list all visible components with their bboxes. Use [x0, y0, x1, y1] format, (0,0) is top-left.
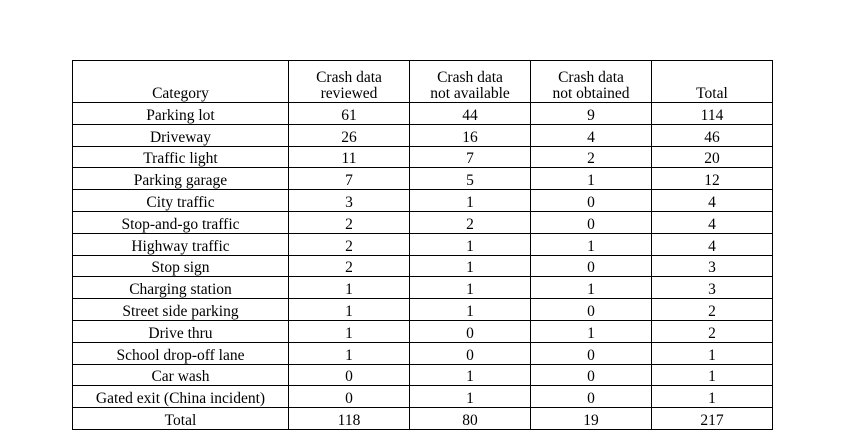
cell-total: 1: [652, 342, 773, 364]
cell-not-available: 0: [410, 320, 531, 342]
cell-total: 2: [652, 299, 773, 321]
total-label: Total: [73, 408, 289, 430]
cell-total: 4: [652, 190, 773, 212]
cell-reviewed: 2: [289, 233, 410, 255]
table-row: [73, 255, 773, 277]
cell-not-available: 1: [410, 386, 531, 408]
header-not-obtained-line2: not obtained: [552, 85, 630, 102]
total-row: [73, 408, 773, 430]
cell-category: Car wash: [73, 364, 289, 386]
header-not-available: [410, 61, 531, 103]
cell-category: Driveway: [73, 124, 289, 146]
cell-not-obtained: 0: [531, 342, 652, 364]
header-reviewed-line1: Crash data: [316, 69, 382, 86]
header-reviewed: [289, 61, 410, 103]
cell-total: 46: [652, 124, 773, 146]
table-row: [73, 277, 773, 299]
cell-not-available: 1: [410, 299, 531, 321]
cell-reviewed: 2: [289, 255, 410, 277]
cell-reviewed: 0: [289, 386, 410, 408]
cell-category: Traffic light: [73, 146, 289, 168]
cell-not-available: 2: [410, 211, 531, 233]
cell-total: 1: [652, 364, 773, 386]
total-not-available: 80: [410, 408, 531, 430]
header-not-available-line2: not available: [430, 85, 510, 102]
table-row: [73, 233, 773, 255]
grand-total: 217: [652, 408, 773, 430]
cell-category: School drop-off lane: [73, 342, 289, 364]
table-row: [73, 342, 773, 364]
cell-reviewed: 3: [289, 190, 410, 212]
cell-total: 114: [652, 103, 773, 125]
cell-category: Charging station: [73, 277, 289, 299]
table-row: [73, 168, 773, 190]
cell-not-obtained: 2: [531, 146, 652, 168]
cell-category: Stop-and-go traffic: [73, 211, 289, 233]
cell-reviewed: 1: [289, 277, 410, 299]
cell-total: 4: [652, 211, 773, 233]
cell-total: 3: [652, 277, 773, 299]
cell-reviewed: 26: [289, 124, 410, 146]
cell-not-available: 44: [410, 103, 531, 125]
cell-not-obtained: 9: [531, 103, 652, 125]
cell-not-available: 1: [410, 277, 531, 299]
header-not-obtained-line1: Crash data: [558, 69, 624, 86]
cell-not-available: 16: [410, 124, 531, 146]
header-not-available-line1: Crash data: [437, 69, 503, 86]
table-row: [73, 364, 773, 386]
cell-not-available: 1: [410, 233, 531, 255]
table-row: [73, 211, 773, 233]
table-row: [73, 103, 773, 125]
cell-category: Gated exit (China incident): [73, 386, 289, 408]
cell-category: Stop sign: [73, 255, 289, 277]
cell-not-available: 0: [410, 342, 531, 364]
cell-reviewed: 7: [289, 168, 410, 190]
total-not-obtained: 19: [531, 408, 652, 430]
table-row: [73, 124, 773, 146]
cell-reviewed: 1: [289, 320, 410, 342]
cell-reviewed: 2: [289, 211, 410, 233]
cell-reviewed: 1: [289, 342, 410, 364]
table-row: [73, 146, 773, 168]
cell-category: Street side parking: [73, 299, 289, 321]
cell-not-obtained: 0: [531, 364, 652, 386]
cell-not-available: 1: [410, 255, 531, 277]
cell-reviewed: 11: [289, 146, 410, 168]
total-reviewed: 118: [289, 408, 410, 430]
cell-not-obtained: 0: [531, 255, 652, 277]
cell-total: 3: [652, 255, 773, 277]
cell-not-available: 5: [410, 168, 531, 190]
crash-data-table: [72, 60, 773, 430]
cell-category: City traffic: [73, 190, 289, 212]
cell-not-obtained: 4: [531, 124, 652, 146]
cell-category: Highway traffic: [73, 233, 289, 255]
header-not-obtained: [531, 61, 652, 103]
cell-not-available: 7: [410, 146, 531, 168]
table-row: [73, 320, 773, 342]
cell-category: Drive thru: [73, 320, 289, 342]
table-row: [73, 386, 773, 408]
cell-not-obtained: 1: [531, 277, 652, 299]
table-row: [73, 299, 773, 321]
cell-total: 2: [652, 320, 773, 342]
cell-not-obtained: 0: [531, 190, 652, 212]
cell-not-available: 1: [410, 364, 531, 386]
cell-not-obtained: 0: [531, 211, 652, 233]
cell-not-obtained: 0: [531, 386, 652, 408]
cell-reviewed: 61: [289, 103, 410, 125]
cell-not-obtained: 1: [531, 233, 652, 255]
cell-reviewed: 1: [289, 299, 410, 321]
table-row: [73, 190, 773, 212]
header-reviewed-line2: reviewed: [320, 85, 378, 102]
cell-not-obtained: 0: [531, 299, 652, 321]
header-total: Total: [652, 61, 773, 103]
cell-category: Parking garage: [73, 168, 289, 190]
cell-not-obtained: 1: [531, 168, 652, 190]
header-row: [73, 61, 773, 103]
cell-total: 12: [652, 168, 773, 190]
cell-not-obtained: 1: [531, 320, 652, 342]
cell-reviewed: 0: [289, 364, 410, 386]
cell-not-available: 1: [410, 190, 531, 212]
cell-total: 4: [652, 233, 773, 255]
cell-category: Parking lot: [73, 103, 289, 125]
cell-total: 1: [652, 386, 773, 408]
cell-total: 20: [652, 146, 773, 168]
header-category: Category: [73, 61, 289, 103]
